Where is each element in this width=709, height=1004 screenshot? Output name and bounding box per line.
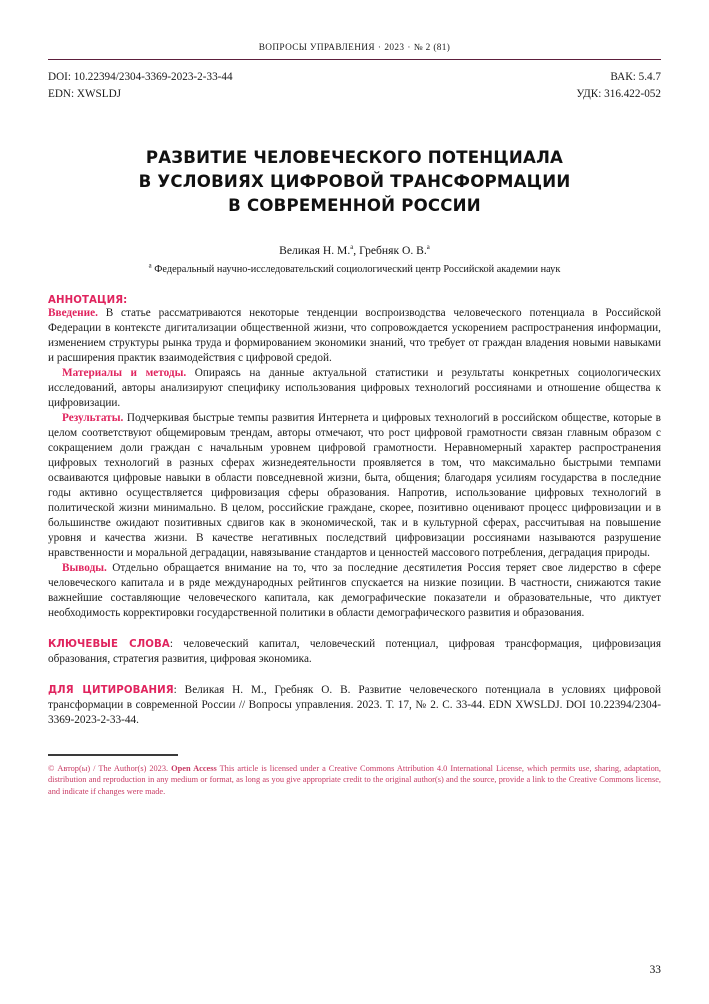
running-head-issue: № 2 (81) [413, 43, 451, 53]
abstract-runin-methods: Материалы и методы. [62, 367, 187, 380]
header-divider [48, 59, 661, 60]
citation-text: : Великая Н. М., Гребняк О. В. Развитие человеческого потенциала в условиях цифровой трансформации в современной России // Вопросы управления. 2023. Т. 17, № 2. С. 33-44. EDN XWSLDJ. DOI 10.22394/2304-3369-2023-2-33-44. [48, 684, 661, 727]
abstract-paragraph-methods [48, 366, 661, 411]
license-notice [48, 763, 661, 798]
running-head-journal: ВОПРОСЫ УПРАВЛЕНИЯ [258, 43, 375, 53]
abstract-runin-introduction: Введение. [48, 307, 98, 319]
abstract-label: АННОТАЦИЯ: [48, 295, 128, 306]
citation-label: ДЛЯ ЦИТИРОВАНИЯ [48, 685, 174, 697]
license-copyright: © Автор(ы) / The Author(s) 2023. [48, 763, 172, 773]
citation-block [48, 683, 661, 728]
keywords-label: КЛЮЧЕВЫЕ СЛОВА [48, 639, 170, 651]
keywords-text: : человеческий капитал, человеческий потенциал, цифровая трансформация, цифровизация образования, стратегия развития, цифровая экономика. [48, 638, 661, 666]
author-line [48, 244, 661, 257]
affiliation-line [48, 264, 661, 275]
author-affiliation-mark-1: a [350, 244, 354, 252]
abstract-paragraph-results [48, 411, 661, 561]
author-name-2: Гребняк О. В. [359, 244, 427, 257]
identifier-left-column [48, 69, 233, 101]
abstract-text-methods: Опираясь на данные актуальной статистики и результаты конкретных социологических исследований, авторы анализируют специфику использования цифровых технологий россиянами и отношение общества к цифровизации. [48, 367, 661, 410]
license-divider [48, 754, 178, 755]
running-head-separator-2: · [407, 43, 411, 53]
article-title-line-1: РАЗВИТИЕ ЧЕЛОВЕЧЕСКОГО ПОТЕНЦИАЛА [145, 147, 564, 167]
abstract-runin-results: Результаты. [62, 412, 124, 425]
affiliation-mark: a [148, 262, 152, 270]
vak-text: ВАК: 5.4.7 [610, 71, 661, 84]
author-affiliation-mark-2: a [426, 244, 430, 252]
keywords-block [48, 637, 661, 667]
identifier-right-column [576, 69, 661, 101]
license-body: This article is licensed under a Creative Commons Attribution 4.0 International License, which permits use, sharing, adaptation, distribution and reproduction in any medium or format, as long as you give appropriate credit to the original author(s) and the source, provide a link to the Creative Commons license, and indicate if changes were made. [48, 763, 662, 796]
doi-text: DOI: 10.22394/2304-3369-2023-2-33-44 [48, 71, 233, 84]
abstract-text-results: Подчеркивая быстрые темпы развития Интернета и цифровых технологий в российском обществе, которые в целом соответствуют общемировым трендам, авторы отмечают, что рост цифровой грамотности связан главным образом с сокращением доли граждан с начальным уровнем цифровой грамотности. Неравномерный характер распространения цифровых технологий в разных сферах жизнедеятельности проявляется в том, что максимально быстрыми темпами осваиваются цифровые навыки в области повседневной жизни, быта, общения; благодаря усилиям государства в последние годы активно осуществляется цифровизация сферы образования. Напротив, использование цифровых технологий в политической жизни минимально. В целом, российские граждане, скорее, позитивно оценивают процесс цифровизации и в большинстве ожидают позитивных сдвигов как в экономической, так и в культурной сферах, рассчитывая на повышение уровня и качества жизни. В качестве негативных последствий цифровизации россиянами называются разрушение нравственности и моральной деградации, навязывание стандартов и ценностей массового потребления, деградация природы. [48, 412, 661, 560]
running-head [48, 0, 661, 53]
abstract-runin-conclusions: Выводы. [62, 562, 107, 575]
article-title-line-2: В УСЛОВИЯХ ЦИФРОВОЙ ТРАНСФОРМАЦИИ [138, 171, 571, 191]
article-title [48, 146, 661, 218]
page-number: 33 [649, 964, 661, 976]
abstract-section [48, 295, 661, 621]
edn-text: EDN: XWSLDJ [48, 87, 122, 100]
identifier-block [48, 69, 661, 101]
abstract-text-conclusions: Отдельно обращается внимание на то, что за последние десятилетия Россия теряет свое лидерство в сфере человеческого капитала и в ряде международных рейтингов спускается на низкие позиции. В частности, снижаются такие важнейшие составляющие человеческого капитала, как демографические показатели и образовательные, что диктует необходимость корректировки государственной политики в области демографического развития и образования. [48, 562, 661, 620]
author-separator: , [353, 244, 360, 257]
running-head-year: 2023 [384, 43, 405, 53]
abstract-text-introduction: В статье рассматриваются некоторые тенденции воспроизводства человеческого потенциала в Российской Федерации в контексте дигитализации общественной жизни, что сопровождается ускорением распространения информации, изменением структуры рынка труда и формированием экономики знаний, что требует от граждан владения новыми навыками и расширения практик взаимодействия с цифровой средой. [48, 307, 661, 365]
abstract-paragraph-conclusions [48, 561, 661, 621]
article-title-line-3: В СОВРЕМЕННОЙ РОССИИ [228, 195, 481, 215]
running-head-separator-1: · [377, 43, 382, 53]
open-access-label: Open Access [171, 763, 217, 773]
udk-text: УДК: 316.422-052 [576, 87, 661, 100]
author-name-1: Великая Н. М. [279, 244, 351, 257]
abstract-paragraph-introduction [48, 306, 661, 366]
affiliation-text: Федеральный научно-исследовательский социологический центр Российской академии наук [151, 264, 561, 275]
